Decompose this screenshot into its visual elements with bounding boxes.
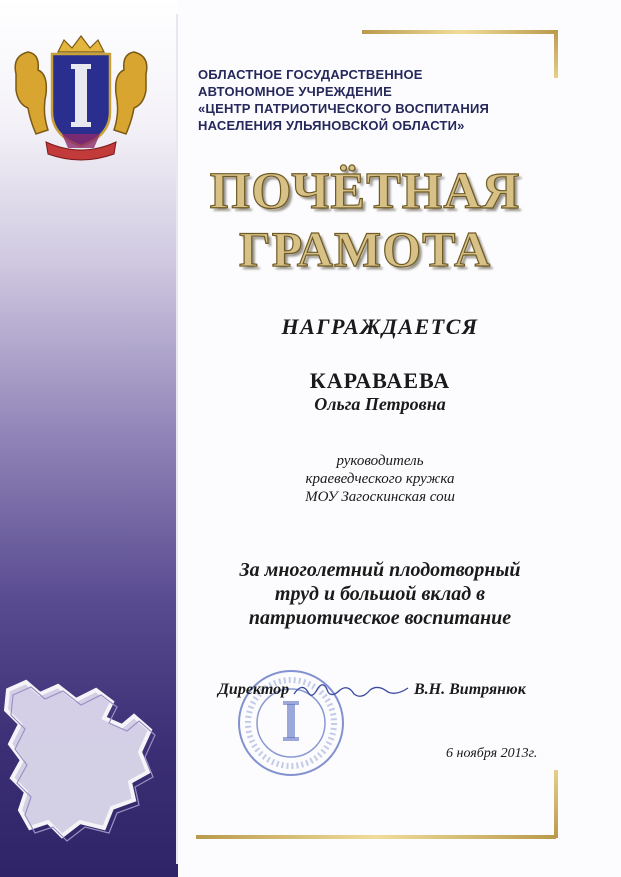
position-line: руководитель bbox=[336, 453, 424, 469]
certificate-title-line2: ГРАМОТА bbox=[238, 221, 492, 277]
signatory-name: В.Н. Витрянюк bbox=[414, 681, 526, 698]
merit-line: труд и большой вклад в bbox=[274, 583, 486, 605]
gold-frame-bottom bbox=[196, 835, 556, 839]
recipient-position bbox=[180, 452, 580, 506]
position-line: МОУ Загоскинская сош bbox=[305, 489, 455, 505]
handwritten-signature bbox=[292, 680, 410, 702]
organization-line: ОБЛАСТНОЕ ГОСУДАРСТВЕННОЕ bbox=[198, 67, 423, 82]
gold-frame-bottom-right bbox=[554, 770, 558, 838]
certificate-title-line1: ПОЧЁТНАЯ bbox=[209, 163, 521, 220]
merit-line: За многолетний плодотворный bbox=[239, 559, 521, 581]
organization-line: АВТОНОМНОЕ УЧРЕЖДЕНИЕ bbox=[198, 84, 392, 99]
organization-line: «ЦЕНТР ПАТРИОТИЧЕСКОГО ВОСПИТАНИЯ bbox=[198, 101, 490, 116]
issue-date: 6 ноября 2013г. bbox=[446, 746, 538, 761]
band-edge-line bbox=[176, 14, 178, 864]
gold-frame-top-right bbox=[554, 30, 558, 78]
organization-name bbox=[198, 66, 528, 134]
signatory-title: Директор bbox=[218, 681, 290, 698]
merit-line: патриотическое воспитание bbox=[248, 607, 512, 629]
position-line: краеведческого кружка bbox=[305, 471, 455, 487]
coat-of-arms-icon bbox=[6, 34, 156, 166]
awarded-heading: НАГРАЖДАЕТСЯ bbox=[281, 314, 479, 339]
award-reason bbox=[180, 558, 580, 630]
recipient-given-names: Ольга Петровна bbox=[314, 394, 446, 414]
organization-line: НАСЕЛЕНИЯ УЛЬЯНОВСКОЙ ОБЛАСТИ» bbox=[198, 118, 465, 133]
gold-frame-top bbox=[362, 30, 558, 34]
recipient-surname: КАРАВАЕВА bbox=[309, 368, 451, 393]
region-map-icon bbox=[0, 660, 170, 860]
